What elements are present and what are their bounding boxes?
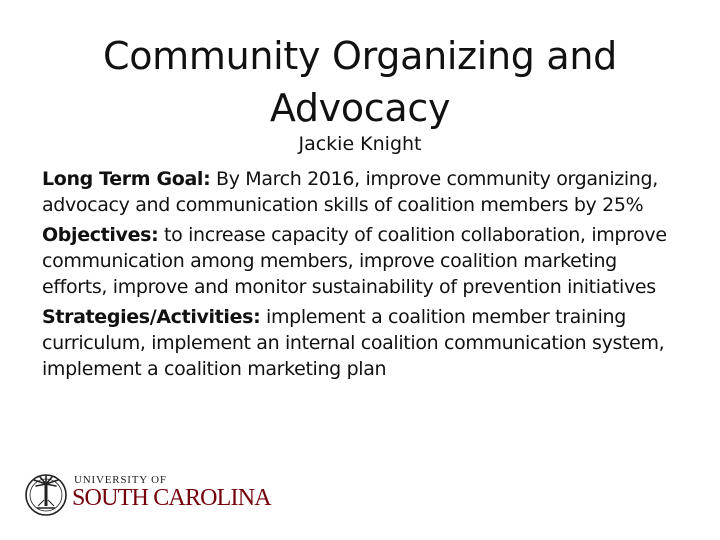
- logo-line-south-carolina: SOUTH CAROLINA: [72, 485, 271, 511]
- objectives-text: to increase capacity of coalition collaboration, improve communication among members, improve coalition marketing efforts, improve and monitor sustainability of prevention initiatives: [42, 224, 667, 298]
- strategies-label: Strategies/Activities:: [42, 306, 261, 328]
- slide-subtitle: Jackie Knight: [298, 133, 422, 155]
- palmetto-tree-icon: [24, 470, 68, 520]
- objectives-label: Objectives:: [42, 224, 159, 246]
- slide-body: [42, 166, 687, 386]
- strategies-paragraph: [42, 304, 687, 382]
- university-logo: [24, 470, 271, 522]
- long-term-goal-paragraph: [42, 166, 687, 218]
- slide-title: Community Organizing and Advocacy: [102, 34, 617, 130]
- strategies-text: implement a coalition member training curriculum, implement an internal coalition communication system, implement a coalition marketing plan: [42, 306, 665, 380]
- logo-line-university-of: UNIVERSITY OF: [74, 474, 167, 486]
- long-term-goal-text: By March 2016, improve community organizing, advocacy and communication skills of coalition members by 25%: [42, 168, 658, 216]
- objectives-paragraph: [42, 222, 687, 300]
- long-term-goal-label: Long Term Goal:: [42, 168, 211, 190]
